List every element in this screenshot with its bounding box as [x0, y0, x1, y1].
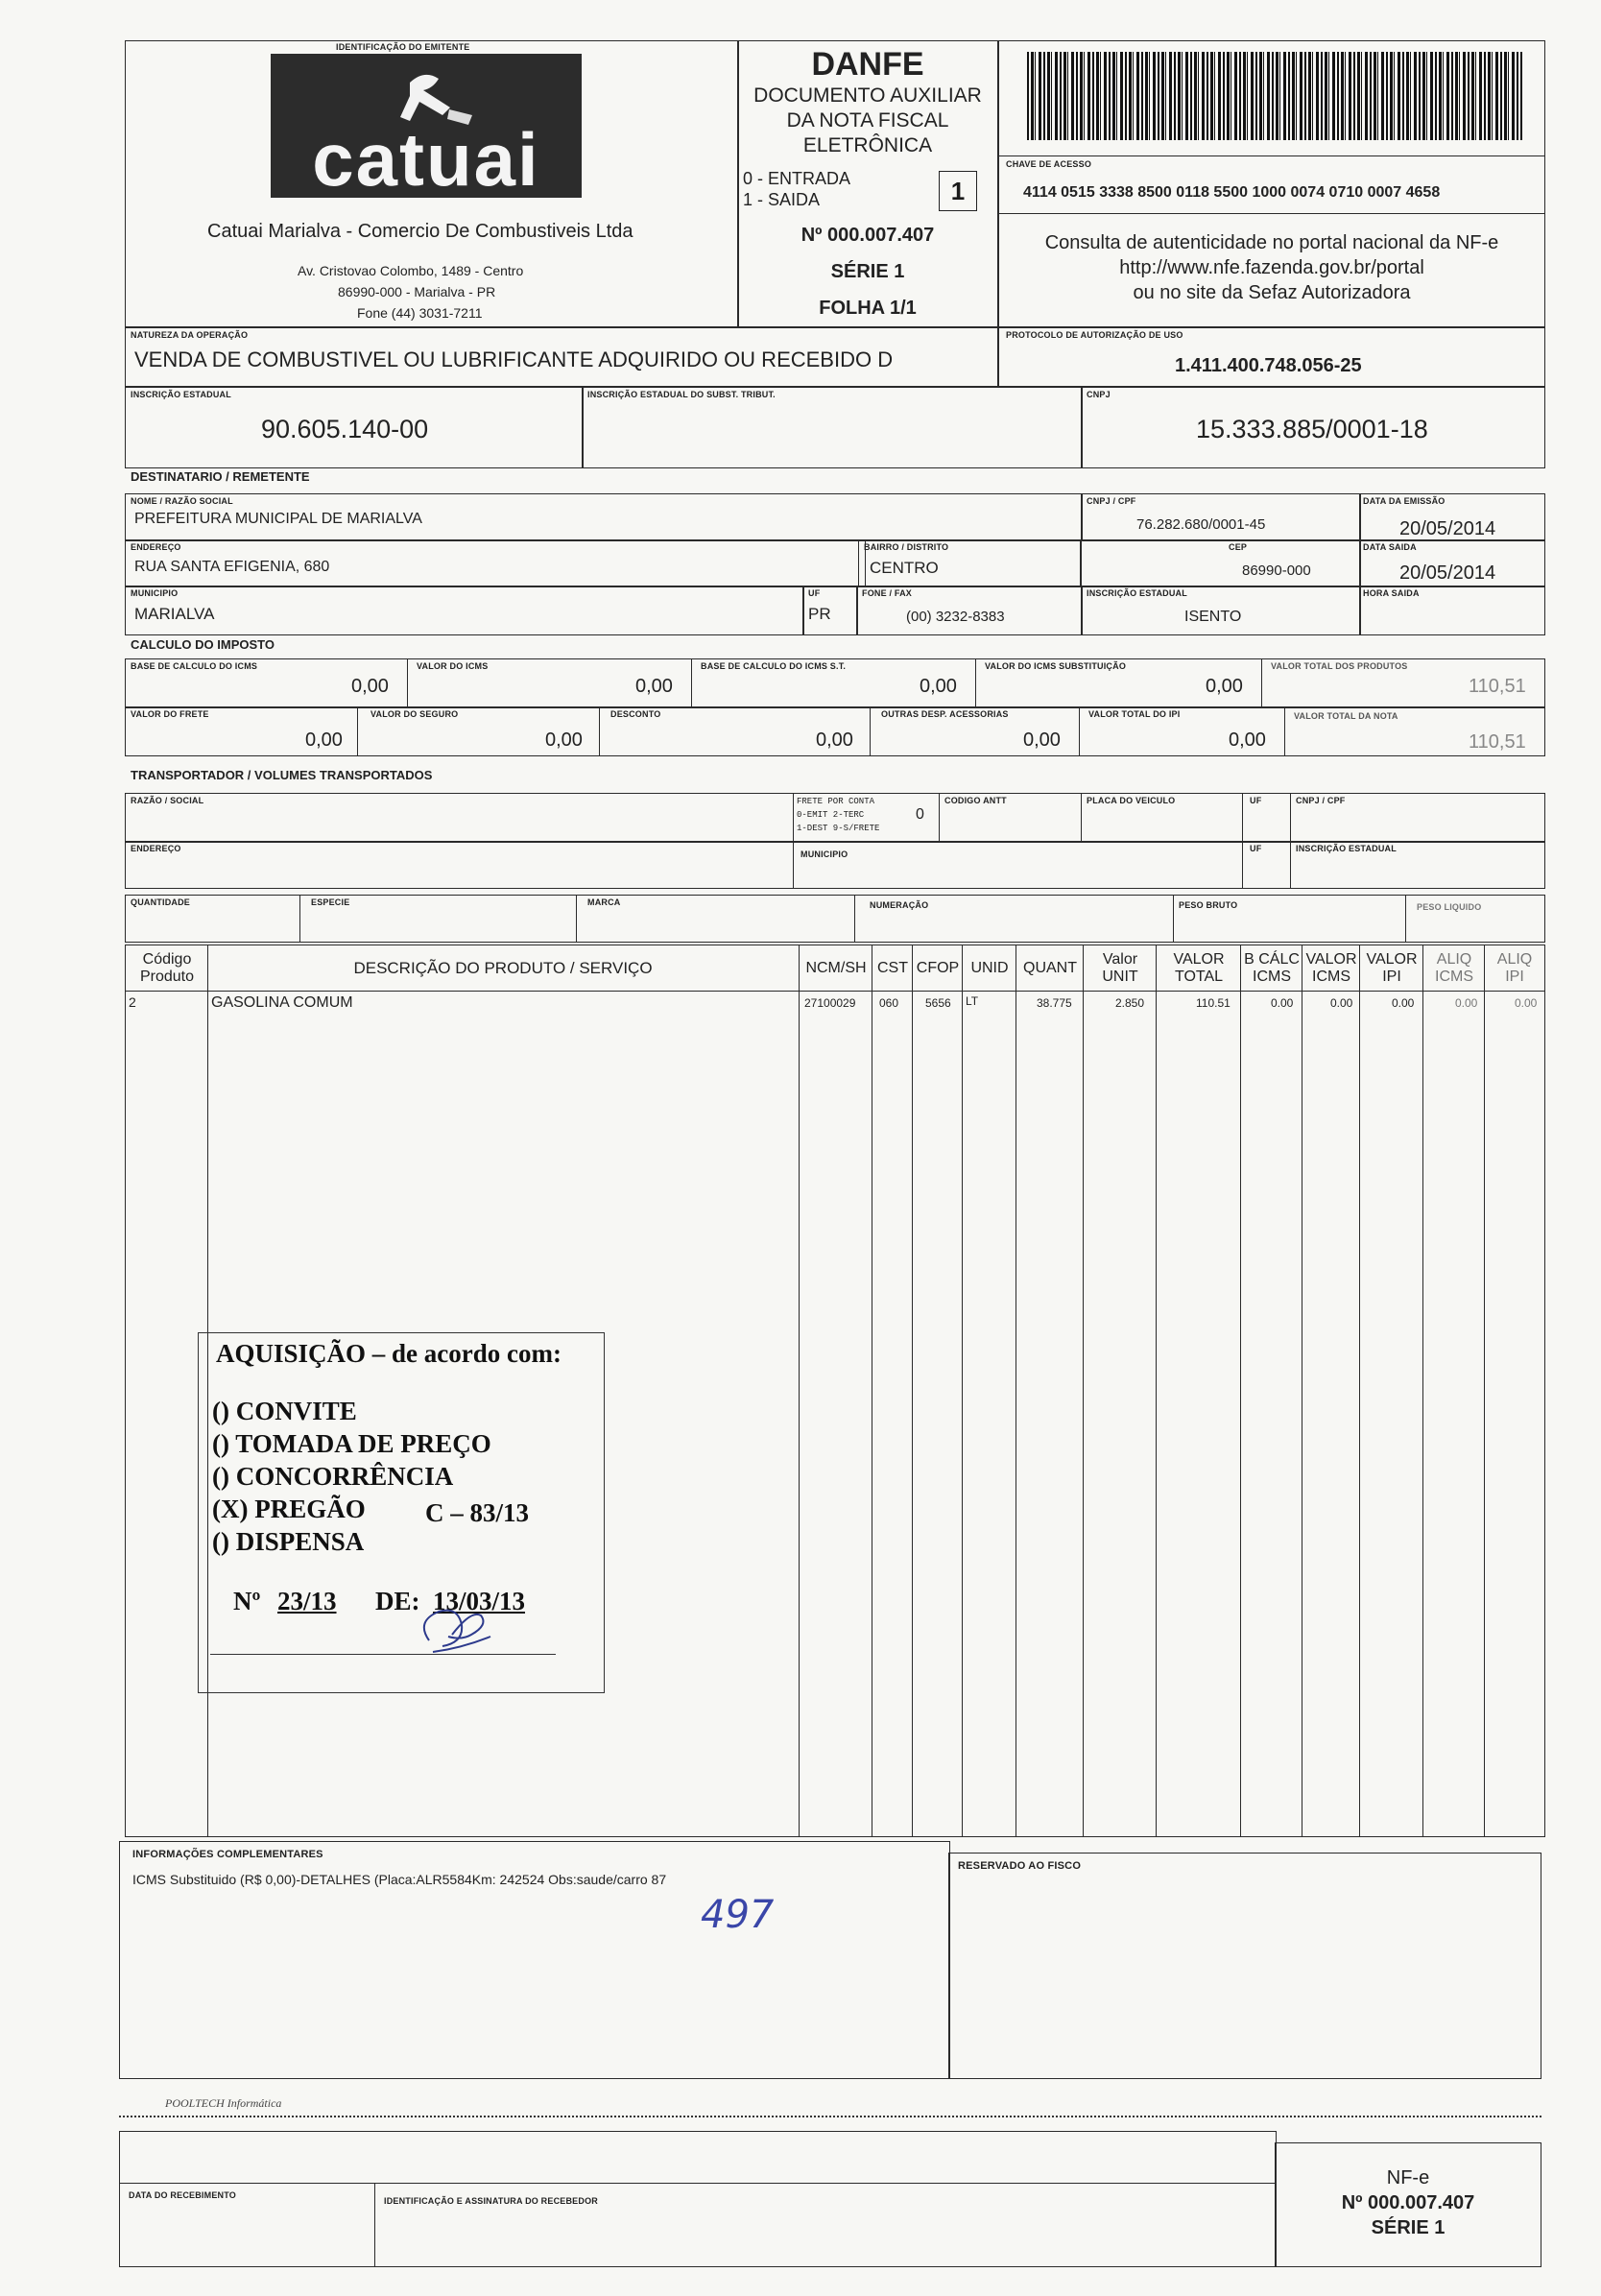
valor-icms-value: 0,00	[635, 676, 673, 697]
danfe-serie: SÉRIE 1	[830, 261, 905, 282]
icms-sub-value: 0,00	[1206, 676, 1243, 697]
transp-r3-div4	[1173, 895, 1174, 943]
row-valor-icms: 0.00	[1330, 996, 1353, 1010]
th-bcalc-icms: B CÁLC ICMS	[1244, 951, 1300, 985]
frete-value: 0,00	[305, 729, 343, 751]
row-quant: 38.775	[1037, 996, 1072, 1010]
prod-col-div4	[912, 945, 913, 1837]
nfe-stub-numero: Nº 000.007.407	[1341, 2192, 1475, 2213]
imposto-r1-div1	[407, 658, 408, 708]
acquisition-stamp	[198, 1332, 605, 1693]
info-handwritten: 497	[701, 1893, 775, 1937]
danfe-title: DANFE	[811, 46, 924, 83]
imposto-section: CALCULO DO IMPOSTO	[131, 637, 275, 652]
row-descricao: GASOLINA COMUM	[211, 994, 353, 1011]
stamp-pregao: (X) PREGÃO	[212, 1495, 366, 1523]
desconto-label: DESCONTO	[610, 709, 661, 719]
row-codigo: 2	[129, 994, 136, 1010]
nfe-stub-title: NF-e	[1386, 2167, 1430, 2188]
row-aliq-ipi: 0.00	[1515, 996, 1538, 1010]
consulta-line1: Consulta de autenticidade no portal nacional da NF-e	[1044, 232, 1499, 253]
transp-uf2-label: UF	[1250, 844, 1262, 853]
dest-cep-label: CEP	[1229, 542, 1248, 552]
th-quant: QUANT	[1023, 960, 1077, 976]
row-bcalc-icms: 0.00	[1271, 996, 1294, 1010]
stamp-de: 13/03/13	[433, 1587, 526, 1615]
dest-nome: PREFEITURA MUNICIPAL DE MARIALVA	[134, 511, 422, 527]
stamp-convite: () CONVITE	[212, 1397, 357, 1425]
dest-ie: ISENTO	[1184, 609, 1242, 625]
fisco-label: RESERVADO AO FISCO	[958, 1860, 1082, 1872]
dest-mun-label: MUNICIPIO	[131, 588, 179, 598]
peso-bruto-label: PESO BRUTO	[1179, 900, 1238, 910]
total-ipi-value: 0,00	[1229, 729, 1266, 751]
stamp-tomada: () TOMADA DE PREÇO	[212, 1429, 491, 1458]
recebimento-box	[119, 2131, 1277, 2267]
total-produtos-value: 110,51	[1469, 676, 1526, 697]
transp-r1-div4	[1242, 793, 1243, 843]
transp-mun-label: MUNICIPIO	[800, 849, 848, 859]
dest-nome-label: NOME / RAZÃO SOCIAL	[131, 496, 233, 506]
danfe-subtitle3: ELETRÔNICA	[802, 134, 933, 156]
stamp-num: 23/13	[277, 1587, 337, 1615]
row-valor-unit: 2.850	[1115, 996, 1145, 1010]
th-codigo: Código Produto	[139, 951, 195, 985]
bc-icms-value: 0,00	[351, 676, 389, 697]
row-cfop: 5656	[925, 996, 951, 1010]
peso-liquido-label: PESO LIQUIDO	[1417, 902, 1482, 912]
transp-r2-div2	[1242, 841, 1243, 889]
dest-fone: (00) 3232-8383	[906, 609, 1005, 625]
prod-col-div13	[1484, 945, 1485, 1837]
prod-col-div7	[1083, 945, 1084, 1837]
emitente-address2: 86990-000 - Marialva - PR	[338, 284, 496, 299]
row-valor-total: 110.51	[1196, 996, 1231, 1010]
imposto-r2-div3	[870, 706, 871, 756]
seguro-value: 0,00	[545, 729, 583, 751]
ie-subst-label: INSCRIÇÃO ESTADUAL DO SUBST. TRIBUT.	[587, 390, 776, 399]
danfe-saida: 1 - SAIDA	[743, 190, 821, 209]
imposto-r2-div2	[599, 706, 600, 756]
stamp-dispensa: () DISPENSA	[212, 1527, 365, 1556]
th-descricao: DESCRIÇÃO DO PRODUTO / SERVIÇO	[353, 959, 653, 977]
chave-label: CHAVE DE ACESSO	[1006, 159, 1092, 169]
imposto-r2-div5	[1284, 706, 1285, 756]
transp-r1-div1	[793, 793, 794, 843]
outras-desp-label: OUTRAS DESP. ACESSORIAS	[881, 709, 1009, 719]
ie-value: 90.605.140-00	[261, 415, 429, 443]
total-nota-value: 110,51	[1469, 731, 1526, 753]
imposto-r2-div4	[1079, 706, 1080, 756]
fisco-box	[948, 1853, 1541, 2079]
cut-line	[119, 2116, 1541, 2117]
th-valor-total: VALOR TOTAL	[1173, 951, 1225, 985]
transp-r1-div5	[1290, 793, 1291, 843]
dest-end: RUA SANTA EFIGENIA, 680	[134, 559, 330, 575]
emitente-name: Catuai Marialva - Comercio De Combustiveis Ltda	[207, 221, 633, 242]
info-label: INFORMAÇÕES COMPLEMENTARES	[132, 1849, 323, 1860]
cnpj-value: 15.333.885/0001-18	[1196, 415, 1428, 443]
frete-value: 0	[916, 806, 924, 823]
th-aliq-icms: ALIQ ICMS	[1435, 951, 1473, 985]
transp-uf-label: UF	[1250, 796, 1262, 805]
logo-text: catuai	[312, 117, 540, 202]
th-aliq-ipi: ALIQ IPI	[1496, 951, 1533, 985]
bc-icms-label: BASE DE CALCULO DO ICMS	[131, 661, 258, 671]
identificacao-recebedor-label: IDENTIFICAÇÃO E ASSINATURA DO RECEBEDOR	[384, 2196, 598, 2206]
transp-r3-div3	[854, 895, 855, 943]
emitente-label: IDENTIFICAÇÃO DO EMITENTE	[336, 42, 470, 52]
numeracao-label: NUMERAÇÃO	[870, 900, 929, 910]
transp-r1-div3	[1081, 793, 1082, 843]
cnpj-label: CNPJ	[1087, 390, 1111, 399]
prod-col-div2	[799, 945, 800, 1837]
imposto-r2-div1	[357, 706, 358, 756]
dest-mun: MARIALVA	[134, 605, 215, 623]
consulta-line2: http://www.nfe.fazenda.gov.br/portal	[1119, 257, 1424, 278]
produtos-header-line	[125, 991, 1545, 992]
data-recebimento-label: DATA DO RECEBIMENTO	[129, 2190, 236, 2200]
dest-cnpj-label: CNPJ / CPF	[1087, 496, 1136, 506]
transp-ie-label: INSCRIÇÃO ESTADUAL	[1296, 844, 1397, 853]
danfe-subtitle1: DOCUMENTO AUXILIAR	[753, 84, 982, 107]
total-ipi-label: VALOR TOTAL DO IPI	[1088, 709, 1181, 719]
dest-cep: 86990-000	[1242, 562, 1311, 579]
row-cst: 060	[879, 996, 899, 1010]
outras-desp-value: 0,00	[1023, 729, 1061, 751]
natureza-value: VENDA DE COMBUSTIVEL OU LUBRIFICANTE ADQUIRIDO OU RECEBIDO D	[134, 347, 894, 371]
prod-col-div9	[1240, 945, 1241, 1837]
stamp-de-label: DE:	[375, 1587, 420, 1615]
dest-saida-label: DATA SAIDA	[1363, 542, 1417, 552]
dest-cnpj: 76.282.680/0001-45	[1136, 516, 1266, 533]
dest-end-label: ENDEREÇO	[131, 542, 181, 552]
row-ncm: 27100029	[804, 996, 856, 1010]
danfe-subtitle2: DA NOTA FISCAL	[786, 109, 949, 132]
transp-r2-div3	[1290, 841, 1291, 889]
icms-sub-label: VALOR DO ICMS SUBSTITUIÇÃO	[985, 661, 1127, 671]
th-valor-ipi: VALOR IPI	[1366, 951, 1418, 985]
frete-label: VALOR DO FRETE	[131, 709, 209, 719]
valor-icms-label: VALOR DO ICMS	[417, 661, 489, 671]
prod-col-div11	[1359, 945, 1360, 1837]
frete-line3: 1-DEST 9-S/FRETE	[797, 824, 880, 833]
chave-value: 4114 0515 3338 8500 0118 5500 1000 0074 0710 0007 4658	[1023, 184, 1441, 201]
dest-cep-box	[1081, 539, 1361, 587]
transp-r1-div2	[939, 793, 940, 843]
stamp-num-label: Nº	[233, 1587, 261, 1615]
th-valor-icms: VALOR ICMS	[1305, 951, 1357, 985]
consulta-line3: ou no site da Sefaz Autorizadora	[1133, 282, 1411, 303]
destinatario-section: DESTINATARIO / REMETENTE	[131, 469, 310, 484]
qtd-label: QUANTIDADE	[131, 897, 190, 907]
especie-label: ESPECIE	[311, 897, 350, 907]
dest-uf: PR	[808, 605, 831, 623]
seguro-label: VALOR DO SEGURO	[370, 709, 459, 719]
danfe-entrada: 0 - ENTRADA	[743, 169, 851, 188]
software-credit: POOLTECH Informática	[165, 2096, 282, 2110]
ie-label: INSCRIÇÃO ESTADUAL	[131, 390, 231, 399]
th-ncm: NCM/SH	[805, 960, 867, 976]
transp-r3-div2	[576, 895, 577, 943]
dest-bairro: CENTRO	[870, 559, 939, 577]
prod-col-div5	[962, 945, 963, 1837]
dest-emissao-label: DATA DA EMISSÃO	[1363, 496, 1446, 506]
danfe-tipo-box: 1	[939, 171, 977, 211]
frete-line2: 0-EMIT 2-TERC	[797, 810, 865, 820]
danfe-numero: Nº 000.007.407	[800, 225, 935, 246]
natureza-label: NATUREZA DA OPERAÇÃO	[131, 330, 249, 340]
dest-saida: 20/05/2014	[1399, 562, 1496, 584]
placa-label: PLACA DO VEICULO	[1087, 796, 1176, 805]
th-cfop: CFOP	[916, 960, 960, 976]
protocolo-value: 1.411.400.748.056-25	[1175, 355, 1362, 376]
transp-r3-div5	[1405, 895, 1406, 943]
th-cst: CST	[877, 960, 908, 976]
company-logo	[271, 54, 582, 202]
chave-divider	[998, 155, 1545, 156]
row-aliq-icms: 0.00	[1455, 996, 1478, 1010]
transp-end-label: ENDEREÇO	[131, 844, 181, 853]
bc-icms-st-value: 0,00	[920, 676, 957, 697]
desconto-value: 0,00	[816, 729, 853, 751]
nfe-stub-serie: SÉRIE 1	[1371, 2217, 1446, 2238]
emitente-address1: Av. Cristovao Colombo, 1489 - Centro	[298, 263, 524, 278]
dest-mun-box	[125, 586, 804, 635]
prod-col-div12	[1422, 945, 1423, 1837]
dest-hora-label: HORA SAIDA	[1363, 588, 1420, 598]
antt-label: CODIGO ANTT	[944, 796, 1007, 805]
transp-r3-div1	[299, 895, 300, 943]
dest-bairro-label: BAIRRO / DISTRITO	[864, 542, 949, 552]
marca-label: MARCA	[587, 897, 621, 907]
dest-emissao: 20/05/2014	[1399, 518, 1496, 539]
chave-divider2	[998, 213, 1545, 214]
bc-icms-st-label: BASE DE CALCULO DO ICMS S.T.	[701, 661, 847, 671]
info-value: ICMS Substituido (R$ 0,00)-DETALHES (Placa:ALR5584Km: 242524 Obs:saude/carro 87	[132, 1872, 667, 1887]
row-unid: LT	[966, 994, 979, 1008]
row-valor-ipi: 0.00	[1392, 996, 1415, 1010]
transp-cnpj-label: CNPJ / CPF	[1296, 796, 1346, 805]
total-nota-label: VALOR TOTAL DA NOTA	[1294, 711, 1398, 721]
imposto-r1-div4	[1261, 658, 1262, 708]
imposto-r1-div2	[691, 658, 692, 708]
dest-fone-label: FONE / FAX	[862, 588, 913, 598]
frete-line1: FRETE POR CONTA	[797, 797, 875, 806]
th-unid: UNID	[970, 960, 1009, 976]
stamp-concorrencia: () CONCORRÊNCIA	[212, 1462, 454, 1491]
total-produtos-label: VALOR TOTAL DOS PRODUTOS	[1271, 661, 1408, 671]
th-valor-unit: Valor UNIT	[1102, 951, 1138, 985]
imposto-r1-div3	[975, 658, 976, 708]
barcode	[1027, 52, 1522, 140]
danfe-folha: FOLHA 1/1	[819, 298, 917, 319]
recebimento-divider	[119, 2183, 1277, 2184]
stamp-pregao-code: C – 83/13	[425, 1498, 529, 1527]
prod-col-div8	[1156, 945, 1157, 1837]
recebimento-col-div	[374, 2183, 375, 2267]
dest-uf-label: UF	[808, 588, 821, 598]
stamp-signature	[410, 1592, 515, 1660]
transportador-section: TRANSPORTADOR / VOLUMES TRANSPORTADOS	[131, 768, 433, 782]
stamp-title: AQUISIÇÃO – de acordo com:	[216, 1339, 562, 1368]
protocolo-label: PROTOCOLO DE AUTORIZAÇÃO DE USO	[1006, 330, 1183, 340]
transp-razao-label: RAZÃO / SOCIAL	[131, 796, 204, 805]
dest-ie-label: INSCRIÇÃO ESTADUAL	[1087, 588, 1187, 598]
emitente-phone: Fone (44) 3031-7211	[357, 305, 483, 321]
transp-r2-div1	[793, 841, 794, 889]
